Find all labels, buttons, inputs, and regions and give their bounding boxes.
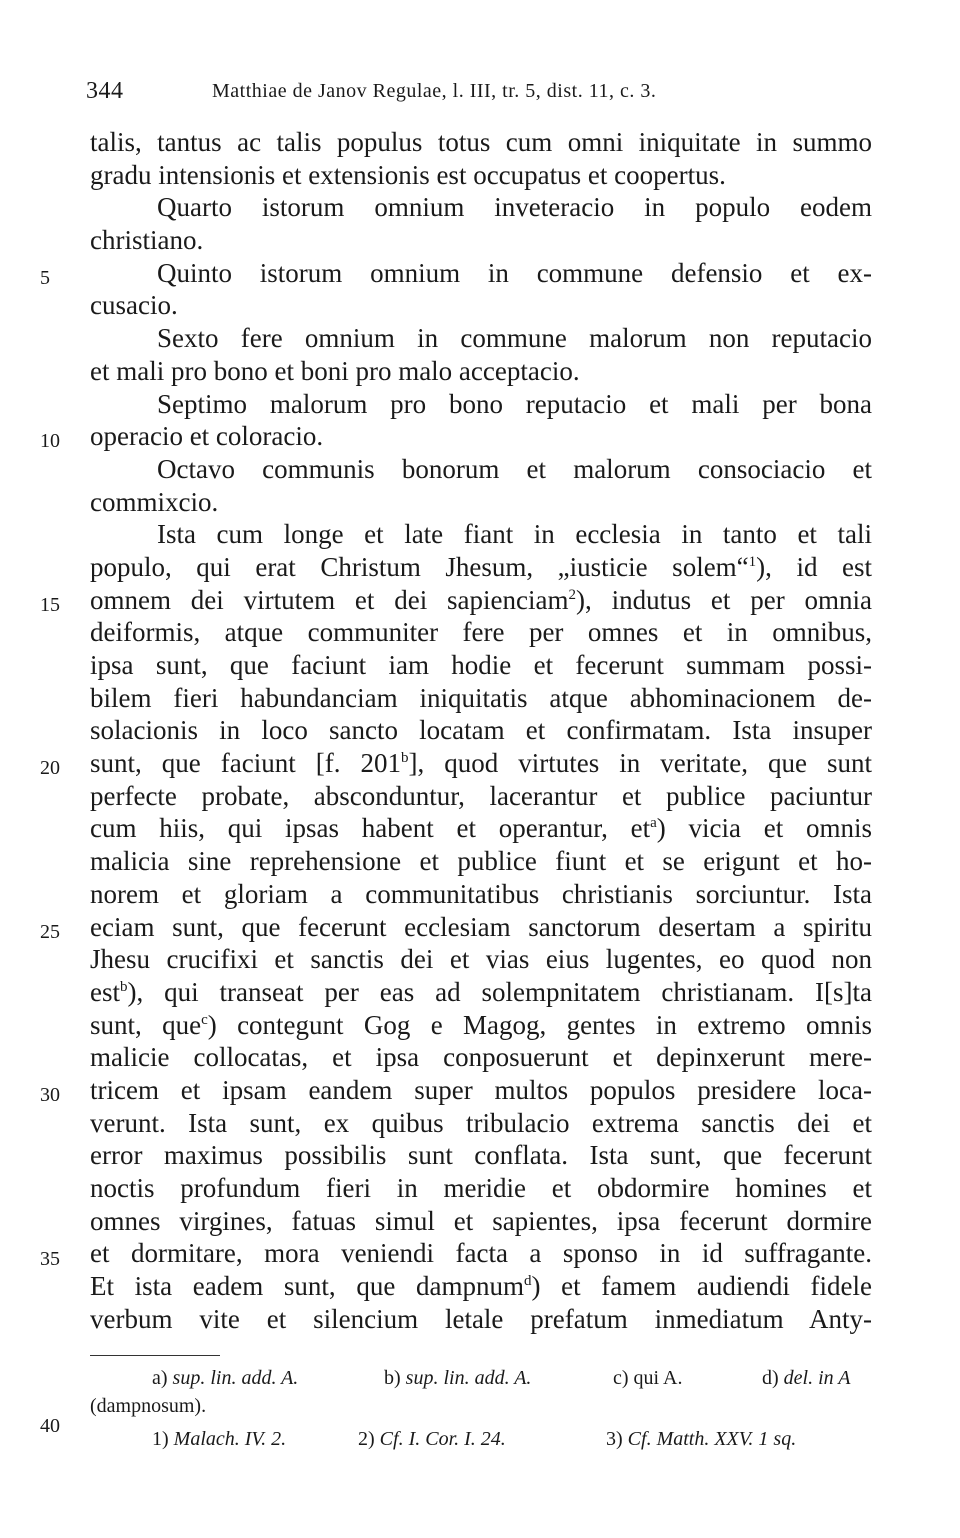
text-line: Sexto fere omnium in commune malorum non reputacio bbox=[157, 323, 872, 354]
text-line: Octavo communis bonorum et malorum consociacio et bbox=[157, 453, 872, 484]
text-line bbox=[90, 551, 872, 584]
text-line bbox=[90, 1009, 872, 1042]
text-line: talis, tantus ac talis populus totus cum omni iniquitate in summo bbox=[90, 127, 872, 157]
text-line: Septimo malorum pro bono reputacio et mali per bona bbox=[157, 388, 872, 419]
text-segment: cum hiis, qui ipsas habent et operantur, et bbox=[90, 813, 651, 844]
apparatus-note bbox=[762, 1367, 851, 1390]
text-segment: sunt, que faciunt [f. 201 bbox=[90, 748, 401, 779]
line-number: 5 bbox=[40, 267, 50, 289]
text-line bbox=[90, 584, 872, 617]
text-segment: ], quod virtutes in veritate, que sunt bbox=[408, 748, 873, 779]
footnote-ref: b bbox=[401, 750, 409, 767]
text-line: bilem fieri habundanciam iniquitatis atque abhominacionem de- bbox=[90, 682, 872, 713]
note-mark: a) bbox=[152, 1367, 168, 1389]
text-line: gradu intensionis et extensionis est occupatus et coopertus. bbox=[90, 159, 726, 190]
source-note bbox=[606, 1428, 796, 1451]
text-line: tricem et ipsam eandem super multos populos presidere loca- bbox=[90, 1074, 872, 1105]
text-segment: Et ista eadem sunt, que dampnum bbox=[90, 1271, 524, 1302]
footnote-ref: d bbox=[523, 1273, 532, 1290]
text-segment: ) contegunt Gog e Magog, gentes in extremo omnis bbox=[207, 1009, 872, 1040]
text-line: eciam sunt, que fecerunt ecclesiam sanctorum desertam a spiritu bbox=[90, 911, 872, 942]
text-line: deiformis, atque communiter fere per omnes et in omnibus, bbox=[90, 617, 872, 648]
critical-apparatus bbox=[90, 1367, 872, 1395]
note-text: qui A. bbox=[633, 1367, 683, 1389]
line-number: 30 bbox=[40, 1084, 60, 1106]
text-segment: ), id est bbox=[756, 551, 872, 582]
text-segment: ) et famem audiendi fidele bbox=[531, 1271, 873, 1302]
text-segment: ), indutus et per omnia bbox=[576, 584, 872, 615]
note-text: Malach. IV. 2. bbox=[173, 1428, 287, 1450]
text-line: Jhesu crucifixi et sanctis dei et vias eius lugentes, eo quod non bbox=[90, 944, 872, 975]
text-line: verbum vite et silencium letale prefatum inmediatum Anty- bbox=[90, 1303, 872, 1334]
text-line bbox=[90, 747, 872, 780]
text-line: christiano. bbox=[90, 225, 204, 256]
note-mark: 3) bbox=[606, 1428, 623, 1450]
page-number: 344 bbox=[86, 78, 124, 104]
text-line: perfecte probate, absconduntur, lacerantur et publice paciuntur bbox=[90, 780, 872, 811]
note-mark: c) bbox=[613, 1367, 629, 1389]
footnote-divider bbox=[90, 1355, 220, 1356]
apparatus-note bbox=[613, 1367, 682, 1390]
text-line bbox=[90, 1270, 872, 1303]
text-line: et dormitare, mora veniendi facta a sponso in id suffragante. bbox=[90, 1238, 872, 1269]
text-segment: omnem dei virtutem et dei sapienciam bbox=[90, 584, 569, 615]
text-line: omnes virgines, fatuas simul et sapientes, ipsa fecerunt dormire bbox=[90, 1205, 872, 1236]
line-number: 35 bbox=[40, 1248, 60, 1270]
footnote-ref: a bbox=[650, 815, 657, 832]
apparatus-note bbox=[384, 1367, 531, 1390]
source-notes bbox=[90, 1428, 872, 1456]
note-text: sup. lin. add. A. bbox=[172, 1367, 299, 1389]
text-line: solacionis in loco sancto locatam et confirmatam. Ista insuper bbox=[90, 715, 872, 746]
footnote-ref: b bbox=[120, 978, 128, 995]
text-line: malicie collocatas, et ipsa conposuerunt et depinxerunt mere- bbox=[90, 1042, 872, 1073]
source-note bbox=[152, 1428, 286, 1451]
line-number: 40 bbox=[40, 1415, 60, 1437]
text-line: noctis profundum fieri in meridie et obdormire homines et bbox=[90, 1173, 872, 1203]
text-segment: populo, qui erat Christum Jhesum, „iusticie solem“ bbox=[90, 551, 749, 582]
text-line: cusacio. bbox=[90, 290, 178, 321]
note-text: Cf. I. Cor. I. 24. bbox=[379, 1428, 506, 1450]
text-line: commixcio. bbox=[90, 486, 219, 517]
running-head: Matthiae de Janov Regulae, l. III, tr. 5, dist. 11, c. 3. bbox=[212, 80, 657, 102]
text-line: Quinto istorum omnium in commune defensio et ex- bbox=[157, 257, 872, 288]
main-text bbox=[90, 126, 872, 1335]
text-line: ipsa sunt, que faciunt iam hodie et fecerunt summam possi- bbox=[90, 650, 872, 680]
text-line bbox=[90, 812, 872, 845]
apparatus-continuation: (dampnosum). bbox=[90, 1395, 207, 1417]
text-line: et mali pro bono et boni pro malo acceptacio. bbox=[90, 355, 580, 386]
text-segment: ) vicia et omnis bbox=[656, 813, 872, 844]
text-line: verunt. Ista sunt, ex quibus tribulacio extrema sanctis dei et bbox=[90, 1107, 872, 1138]
text-line: malicia sine reprehensione et publice fiunt et se erigunt et ho- bbox=[90, 846, 872, 877]
text-line: error maximus possibilis sunt conflata. Ista sunt, que fecerunt bbox=[90, 1140, 872, 1171]
text-line bbox=[90, 976, 872, 1009]
note-mark: b) bbox=[384, 1367, 401, 1389]
footnote-ref: 1 bbox=[748, 553, 757, 570]
text-segment: ), qui transeat per eas ad solempnitatem christianam. I[s]ta bbox=[127, 976, 872, 1007]
note-text: Cf. Matth. XXV. 1 sq. bbox=[627, 1428, 797, 1450]
text-segment: sunt, que bbox=[90, 1009, 202, 1040]
line-number: 20 bbox=[40, 757, 60, 779]
note-mark: 1) bbox=[152, 1428, 169, 1450]
source-note bbox=[358, 1428, 506, 1451]
text-line: Ista cum longe et late fiant in ecclesia in tanto et tali bbox=[157, 519, 872, 550]
note-mark: d) bbox=[762, 1367, 779, 1389]
text-segment: est bbox=[90, 976, 120, 1007]
footnote-ref: 2 bbox=[568, 586, 576, 603]
line-number: 10 bbox=[40, 430, 60, 452]
footnote-ref: c bbox=[201, 1011, 208, 1028]
page-header bbox=[86, 78, 876, 112]
line-number: 25 bbox=[40, 921, 60, 943]
text-line: norem et gloriam a communitatibus christianis sorciuntur. Ista bbox=[90, 878, 872, 909]
note-text: del. in A bbox=[783, 1367, 851, 1389]
note-text: sup. lin. add. A. bbox=[405, 1367, 532, 1389]
line-number: 15 bbox=[40, 594, 60, 616]
note-mark: 2) bbox=[358, 1428, 375, 1450]
text-line: operacio et coloracio. bbox=[90, 421, 324, 452]
apparatus-note bbox=[152, 1367, 298, 1390]
text-line: Quarto istorum omnium inveteracio in populo eodem bbox=[157, 192, 872, 223]
